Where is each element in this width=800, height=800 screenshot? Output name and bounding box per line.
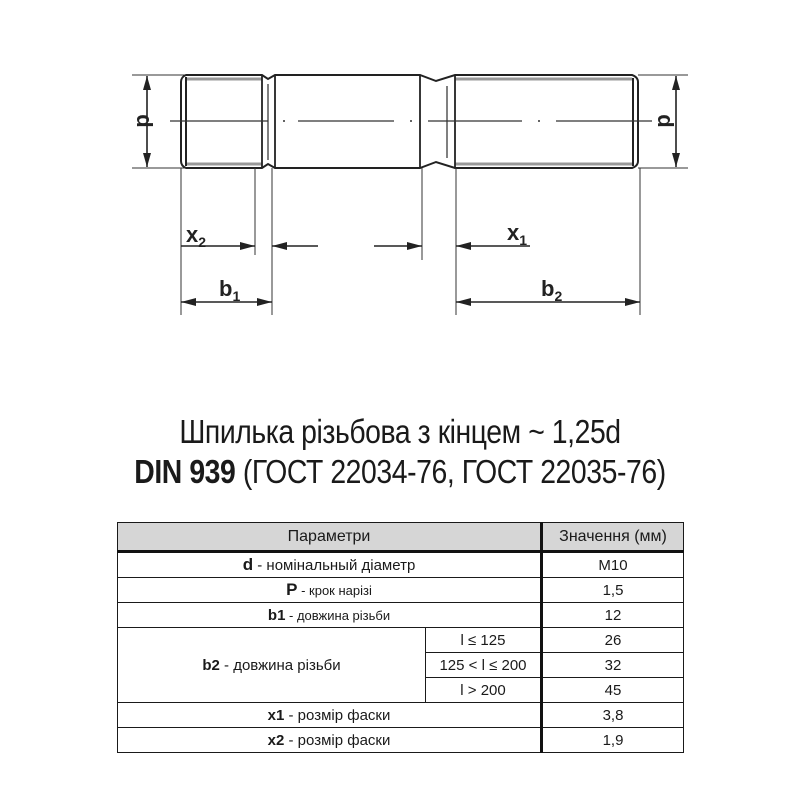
b2-label: $b_2$	[541, 276, 563, 304]
table-row	[118, 552, 684, 578]
param-cell: b2 - довжина різьби	[118, 628, 426, 703]
param-cell: x2 - розмір фаски	[118, 728, 542, 753]
table-row	[118, 603, 684, 628]
x2-label: $x_2$	[186, 222, 207, 250]
value-cell: 1,9	[542, 728, 684, 753]
b1-label: $b_1$	[219, 276, 241, 304]
value-cell: 32	[542, 653, 684, 678]
value-cell: 1,5	[542, 578, 684, 603]
arrow-icon	[143, 76, 151, 90]
param-cell: b1 - довжина різьби	[118, 603, 542, 628]
param-cell: d - номінальный діаметр	[118, 552, 542, 578]
d-label-right: d	[653, 114, 678, 128]
spec-table	[117, 522, 684, 753]
arrow-icon	[143, 153, 151, 167]
param-cell: P - крок нарізі	[118, 578, 542, 603]
d-label-left: d	[132, 114, 157, 128]
product-title: Шпилька різьбова з кінцем ~ 1,25d	[179, 413, 621, 450]
value-cell: 45	[542, 678, 684, 703]
header-value: Значення (мм)	[542, 523, 684, 552]
x1-label: $x_1$	[507, 220, 528, 248]
table-row	[118, 703, 684, 728]
table-row	[118, 578, 684, 603]
condition-cell: l > 200	[426, 678, 542, 703]
table-header-row	[118, 523, 684, 552]
din-standard: DIN 939	[134, 453, 236, 490]
value-cell: 26	[542, 628, 684, 653]
value-cell: 3,8	[542, 703, 684, 728]
table-row	[118, 628, 684, 653]
gost-standards: (ГОСТ 22034-76, ГОСТ 22035-76)	[235, 453, 666, 490]
standard-title	[56, 452, 744, 492]
table-row	[118, 728, 684, 753]
param-cell: x1 - розмір фаски	[118, 703, 542, 728]
value-cell: 12	[542, 603, 684, 628]
condition-cell: 125 < l ≤ 200	[426, 653, 542, 678]
header-params: Параметри	[118, 523, 542, 552]
condition-cell: l ≤ 125	[426, 628, 542, 653]
value-cell: M10	[542, 552, 684, 578]
